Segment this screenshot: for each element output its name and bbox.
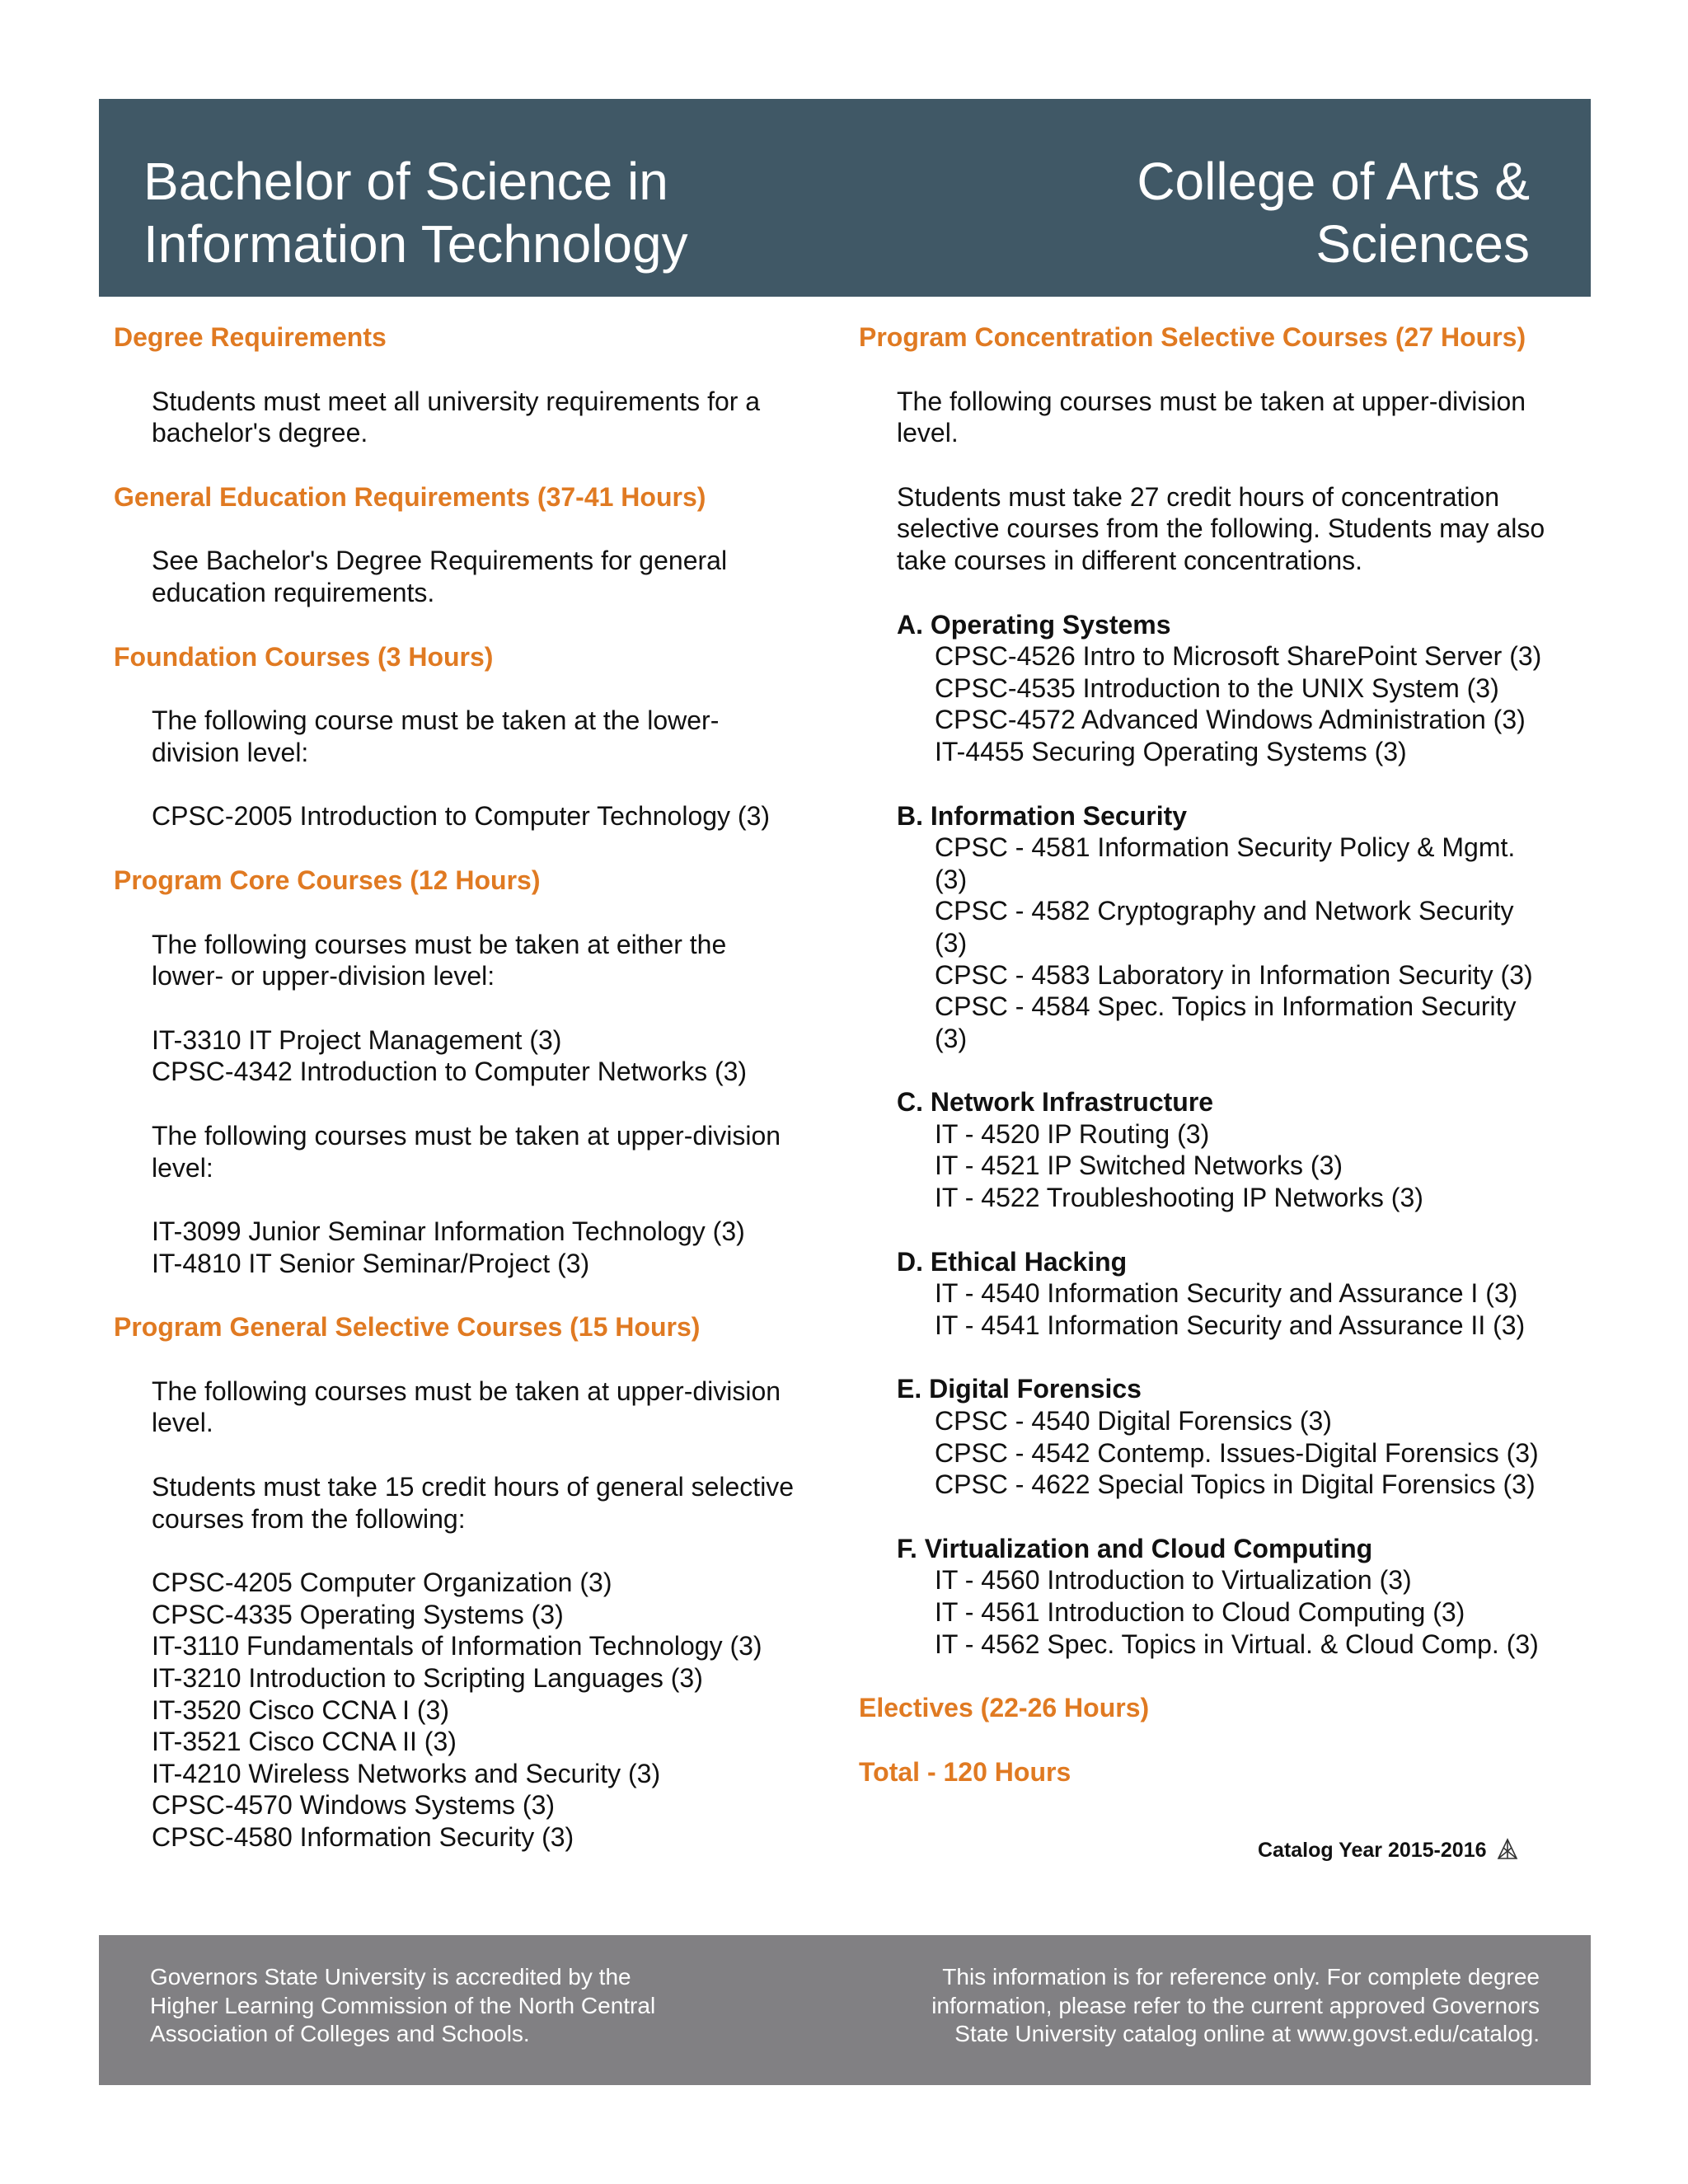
- course-item: IT-3521 Cisco CCNA II (3): [152, 1727, 457, 1757]
- concentration-title: B. Information Security: [897, 800, 1188, 831]
- course-item: IT-4210 Wireless Networks and Security (3): [152, 1758, 661, 1788]
- course-item: CPSC - 4582 Cryptography and Network Security (3): [935, 896, 1514, 958]
- concentration-group-operating-systems: [897, 609, 1584, 768]
- course-item: IT - 4541 Information Security and Assurance II (3): [935, 1310, 1526, 1340]
- course-item: IT-3210 Introduction to Scripting Languages (3): [152, 1663, 703, 1694]
- concentration-group-digital-forensics: [897, 1373, 1584, 1500]
- core-text-2: The following courses must be taken at upper-division level:: [152, 1120, 781, 1183]
- concentration-group-network-infrastructure: [897, 1086, 1584, 1213]
- gen-ed-text: See Bachelor's Degree Requirements for general education requirements.: [152, 546, 728, 607]
- page-footer: [99, 1935, 1591, 2085]
- course-item: CPSC - 4540 Digital Forensics (3): [935, 1406, 1332, 1436]
- course-item: CPSC-4570 Windows Systems (3): [152, 1790, 556, 1821]
- core-course-list-2: [152, 1216, 839, 1279]
- course-item: CPSC-4580 Information Security (3): [152, 1822, 574, 1852]
- foundation-text: The following course must be taken at the lower- division level:: [152, 705, 720, 767]
- course-item: IT - 4561 Introduction to Cloud Computing (3): [935, 1597, 1465, 1627]
- course-item: IT-3099 Junior Seminar Information Technology (3): [152, 1216, 745, 1247]
- university-emblem-icon: [1493, 1836, 1522, 1864]
- concentration-title: D. Ethical Hacking: [897, 1246, 1128, 1277]
- course-item: IT-3520 Cisco CCNA I (3): [152, 1694, 449, 1725]
- course-item: IT-3110 Fundamentals of Information Technology (3): [152, 1631, 762, 1661]
- general-selective-text-1: The following courses must be taken at upper-division level.: [152, 1376, 781, 1438]
- course-item: IT - 4522 Troubleshooting IP Networks (3): [935, 1183, 1423, 1213]
- right-column: [859, 321, 1584, 1820]
- degree-requirements-text: Students must meet all university requirements for a bachelor's degree.: [152, 386, 761, 448]
- core-heading: Program Core Courses (12 Hours): [114, 865, 541, 895]
- course-item: CPSC-2005 Introduction to Computer Technology (3): [152, 801, 771, 832]
- course-item: CPSC - 4584 Spec. Topics in Information Security (3): [935, 991, 1517, 1053]
- catalog-year: [1258, 1836, 1522, 1864]
- course-item: CPSC-4335 Operating Systems (3): [152, 1599, 564, 1629]
- electives-heading: Electives (22-26 Hours): [859, 1693, 1150, 1723]
- course-item: IT - 4540 Information Security and Assurance I (3): [935, 1278, 1518, 1309]
- concentration-text-2: Students must take 27 credit hours of concentration selective courses from the following. Students may also take courses in different concentrations.: [897, 481, 1545, 575]
- left-column: [114, 321, 839, 1886]
- general-selective-text-2: Students must take 15 credit hours of general selective courses from the following:: [152, 1472, 795, 1534]
- concentration-group-information-security: [897, 800, 1584, 1055]
- course-item: CPSC-4342 Introduction to Computer Networks (3): [152, 1057, 748, 1087]
- college-name: College of Arts & Sciences: [1137, 152, 1530, 274]
- course-item: IT-3310 IT Project Management (3): [152, 1024, 562, 1055]
- reference-disclaimer: This information is for reference only. For complete degree information, please refer to the current approved Governors State University catalog online at www.govst.edu/catalog.: [931, 1964, 1540, 2046]
- course-item: IT - 4560 Introduction to Virtualization (3): [935, 1565, 1412, 1596]
- concentration-text-1: The following courses must be taken at upper-division level.: [897, 386, 1526, 448]
- concentration-group-ethical-hacking: [897, 1246, 1584, 1342]
- course-item: CPSC-4535 Introduction to the UNIX System (3): [935, 673, 1499, 703]
- page-header: [99, 99, 1591, 297]
- gen-ed-heading: General Education Requirements (37-41 Hours): [114, 481, 706, 512]
- concentration-group-virtualization: [897, 1533, 1584, 1660]
- core-text-1: The following courses must be taken at either the lower- or upper-division level:: [152, 929, 727, 991]
- foundation-heading: Foundation Courses (3 Hours): [114, 641, 494, 672]
- catalog-year-label: Catalog Year 2015-2016: [1258, 1838, 1487, 1862]
- concentration-title: C. Network Infrastructure: [897, 1087, 1214, 1118]
- course-item: CPSC - 4622 Special Topics in Digital Forensics (3): [935, 1469, 1536, 1500]
- course-item: CPSC-4572 Advanced Windows Administration (3): [935, 705, 1526, 735]
- course-item: CPSC - 4583 Laboratory in Information Security (3): [935, 959, 1533, 990]
- course-item: IT-4455 Securing Operating Systems (3): [935, 736, 1407, 766]
- course-item: IT-4810 IT Senior Seminar/Project (3): [152, 1248, 590, 1278]
- concentration-title: F. Virtualization and Cloud Computing: [897, 1533, 1373, 1563]
- course-item: IT - 4520 IP Routing (3): [935, 1118, 1210, 1149]
- degree-requirements-heading: Degree Requirements: [114, 322, 387, 352]
- concentration-heading: Program Concentration Selective Courses (27 Hours): [859, 322, 1526, 352]
- course-item: CPSC-4205 Computer Organization (3): [152, 1568, 612, 1598]
- general-selective-heading: Program General Selective Courses (15 Hours): [114, 1312, 701, 1343]
- general-selective-course-list: [152, 1567, 839, 1853]
- course-item: IT - 4521 IP Switched Networks (3): [935, 1151, 1343, 1181]
- concentration-title: E. Digital Forensics: [897, 1374, 1142, 1404]
- course-item: CPSC - 4581 Information Security Policy & Mgmt. (3): [935, 832, 1516, 894]
- concentration-title: A. Operating Systems: [897, 609, 1171, 640]
- accreditation-note: Governors State University is accredited by the Higher Learning Commission of the North Central Association of Colleges and Schools.: [150, 1964, 656, 2046]
- foundation-course-list: [152, 800, 839, 832]
- course-item: CPSC-4526 Intro to Microsoft SharePoint Server (3): [935, 641, 1542, 672]
- total-hours-heading: Total - 120 Hours: [859, 1756, 1071, 1787]
- course-item: CPSC - 4542 Contemp. Issues-Digital Forensics (3): [935, 1437, 1539, 1468]
- course-item: IT - 4562 Spec. Topics in Virtual. & Cloud Comp. (3): [935, 1629, 1539, 1659]
- degree-title: Bachelor of Science in Information Technology: [143, 152, 688, 274]
- core-course-list-1: [152, 1024, 839, 1088]
